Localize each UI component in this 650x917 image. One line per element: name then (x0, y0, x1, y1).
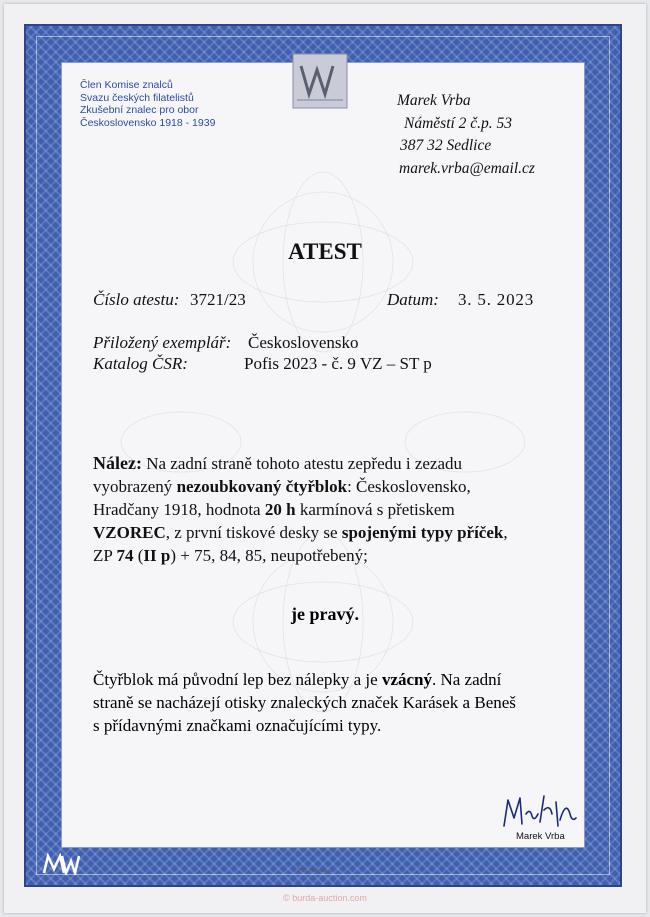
note-text: straně se nacházejí otisky znaleckých značek Karásek a Beneš (93, 693, 516, 712)
signature-name: Marek Vrba (516, 831, 565, 842)
note-emph: vzácný (381, 670, 432, 689)
expert-city: 387 32 Sedlice (400, 137, 492, 154)
issuer-line: Československo 1918 - 1939 (80, 116, 216, 129)
finding-text: , (503, 523, 508, 542)
note-text: Čtyřblok má původní lep bez nálepky a je (93, 670, 382, 689)
expert-address (397, 90, 535, 180)
finding-emph: II p (143, 546, 171, 565)
finding-emph: nezoubkovaný čtyřblok (176, 477, 348, 496)
expert-name: Marek Vrba (397, 92, 471, 109)
finding-label: Nález: (93, 453, 142, 473)
specimen-value: Československo (248, 333, 359, 352)
note-text: . Na zadní (431, 670, 502, 689)
mw-logo-icon (42, 853, 80, 875)
finding-text: karmínová s přetiskem (295, 500, 455, 519)
date-value: 3. 5. 2023 (458, 290, 534, 309)
finding-text: ZP (93, 546, 117, 565)
document-title: ATEST (288, 239, 362, 264)
finding-paragraph (93, 452, 508, 567)
issuer-line: Svazu českých filatelistů (80, 91, 194, 104)
finding-text: ( (133, 546, 144, 565)
expert-email: marek.vrba@email.cz (399, 159, 535, 177)
issuer-line: Zkušební znalec pro obor (80, 104, 199, 116)
finding-emph: 20 h (264, 500, 296, 519)
finding-emph: VZOREC (93, 523, 166, 542)
specimen-label: Přiložený exemplář: (93, 333, 232, 352)
issuer-block (80, 79, 215, 129)
catalog-label: Katalog ČSR: (93, 354, 188, 373)
verdict: je pravý. (291, 604, 359, 624)
printer-credit: PTC Praha a.s. (298, 868, 333, 874)
finding-emph: 74 (116, 546, 134, 565)
finding-text: Hradčany 1918, hodnota (93, 500, 265, 519)
note-paragraph (93, 668, 516, 737)
date-label: Datum: (387, 290, 439, 309)
finding-text: ) + 75, 84, 85, neupotřebený; (170, 546, 368, 565)
issuer-line: Člen Komise znalců (80, 79, 173, 91)
handwritten-signature (500, 792, 580, 832)
hologram-seal-icon (289, 50, 351, 112)
finding-text: Na zadní straně tohoto atestu zepředu i zezadu (146, 454, 463, 473)
note-text: s přídavnými značkami označujícími typy. (93, 716, 382, 735)
auction-watermark: © burda-auction.com (283, 893, 367, 903)
number-label: Číslo atestu: (93, 290, 180, 309)
finding-text: : Československo, (347, 477, 471, 496)
number-value: 3721/23 (190, 290, 246, 309)
finding-text: vyobrazený (93, 477, 177, 496)
expert-street: Náměstí 2 č.p. 53 (404, 114, 513, 132)
finding-text: , z první tiskové desky se (165, 523, 342, 542)
catalog-value: Pofis 2023 - č. 9 VZ – ST p (244, 354, 432, 373)
finding-emph: spojenými typy příček (341, 523, 504, 542)
